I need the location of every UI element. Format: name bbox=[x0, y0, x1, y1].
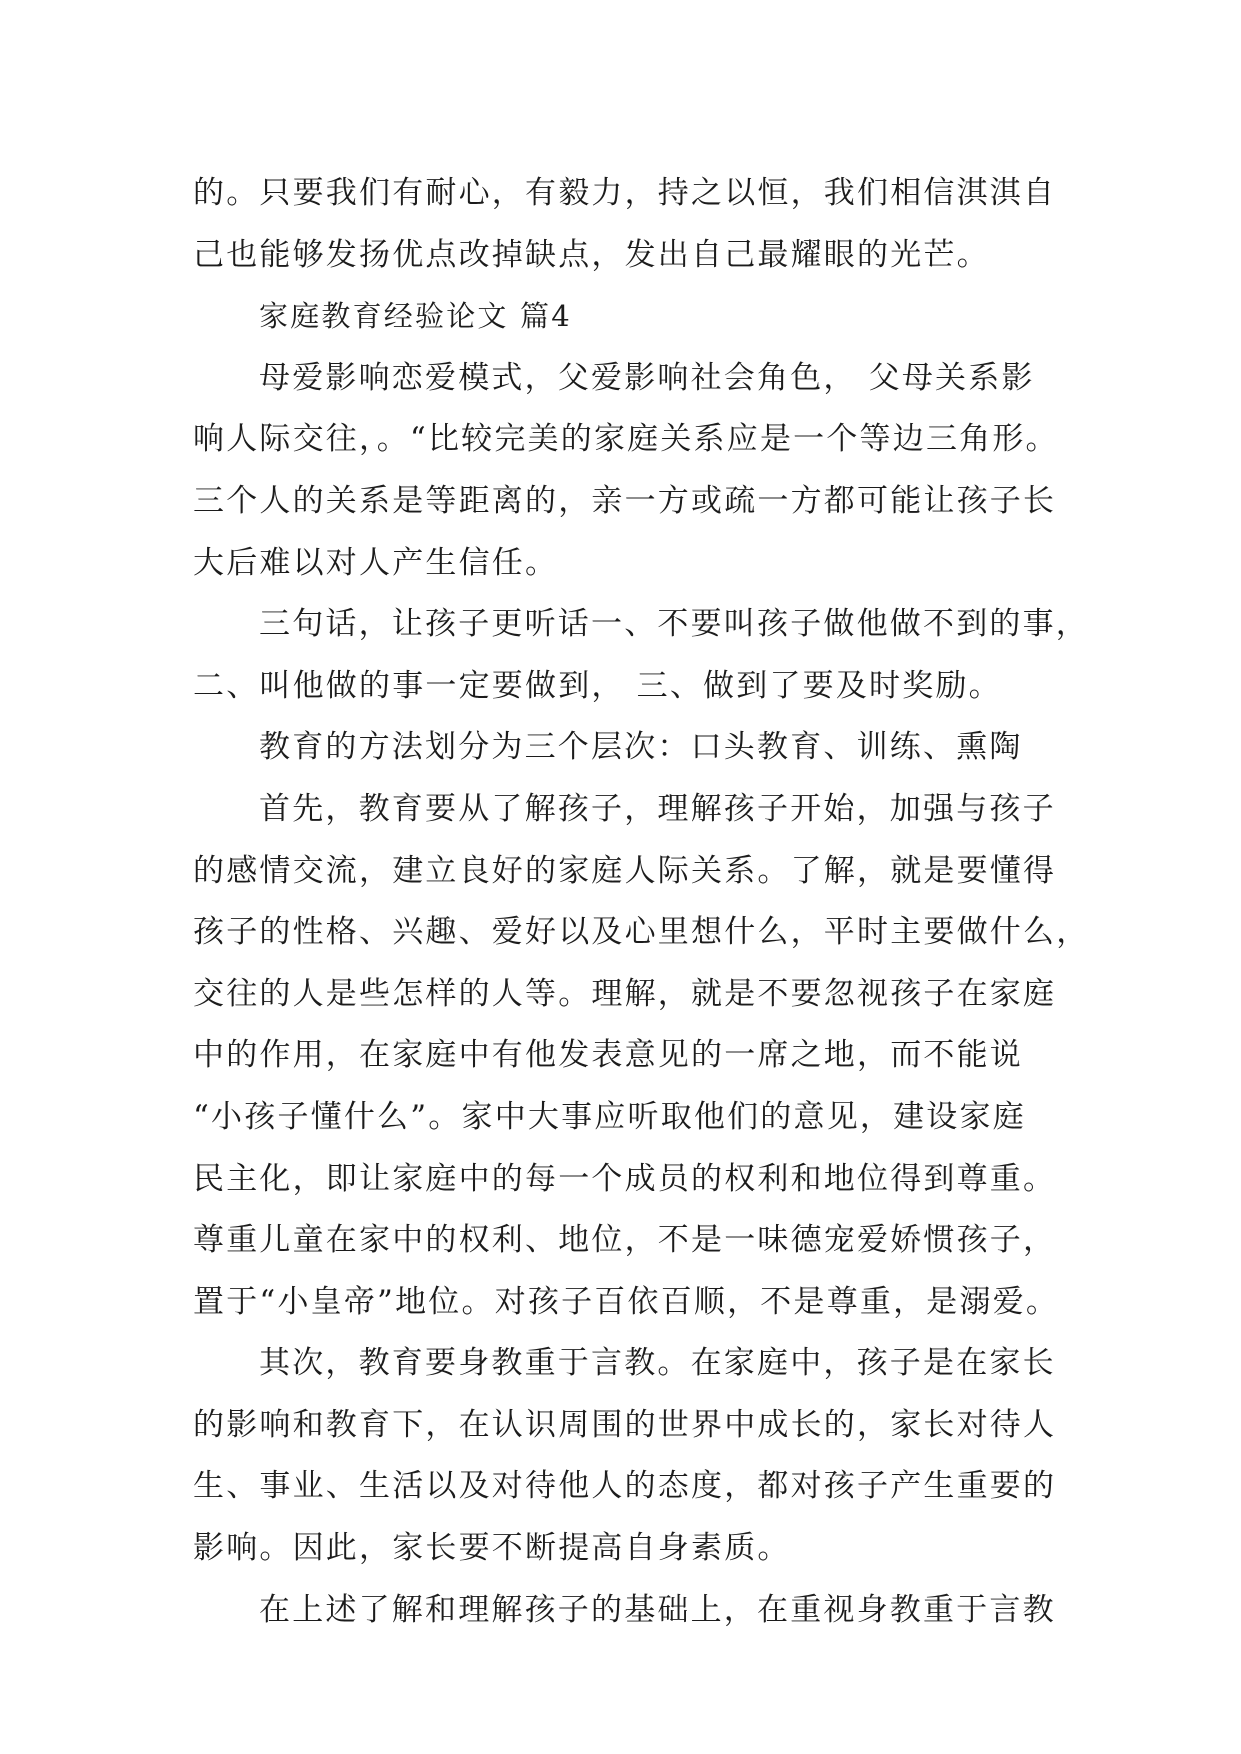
text-line: 尊重儿童在家中的权利、地位，不是一味德宠爱娇惯孩子， bbox=[193, 1222, 1057, 1259]
paragraph-start-line: 其次，教育要身教重于言教。在家庭中，孩子是在家长 bbox=[259, 1345, 1056, 1382]
paragraph-start-line: 母爱影响恋爱模式，父爱影响社会角色， 父母关系影 bbox=[259, 359, 1035, 396]
paragraph-start-line: 首先，教育要从了解孩子，理解孩子开始，加强与孩子 bbox=[259, 790, 1056, 827]
text-line: 民主化，即让家庭中的每一个成员的权利和地位得到尊重。 bbox=[193, 1160, 1057, 1197]
text-line: 孩子的性格、兴趣、爱好以及心里想什么，平时主要做什么， bbox=[193, 914, 1090, 951]
text-line: 生、事业、生活以及对待他人的态度，都对孩子产生重要的 bbox=[193, 1468, 1057, 1505]
paragraph-start-line: 三句话，让孩子更听话一、不要叫孩子做他做不到的事， bbox=[259, 606, 1089, 643]
text-line: 的影响和教育下，在认识周围的世界中成长的，家长对待人 bbox=[193, 1406, 1057, 1443]
text-line: 三个人的关系是等距离的，亲一方或疏一方都可能让孩子长 bbox=[193, 482, 1057, 519]
text-line: 的感情交流，建立良好的家庭人际关系。了解，就是要懂得 bbox=[193, 852, 1057, 889]
paragraph-start-line: 教育的方法划分为三个层次：口头教育、训练、熏陶 bbox=[259, 729, 1023, 766]
text-line: 大后难以对人产生信任。 bbox=[193, 544, 559, 581]
section-heading: 家庭教育经验论文 篇4 bbox=[259, 299, 572, 334]
text-line: 二、叫他做的事一定要做到， 三、做到了要及时奖励。 bbox=[193, 667, 1002, 704]
text-line: “小孩子懂什么”。家中大事应听取他们的意见，建设家庭 bbox=[193, 1098, 1026, 1135]
text-line: 的。只要我们有耐心，有毅力，持之以恒，我们相信淇淇自 bbox=[193, 175, 1057, 211]
text-line: 置于“小皇帝”地位。对孩子百依百顺，不是尊重，是溺爱。 bbox=[193, 1283, 1060, 1320]
text-line: 交往的人是些怎样的人等。理解，就是不要忽视孩子在家庭 bbox=[193, 975, 1057, 1012]
text-line: 中的作用，在家庭中有他发表意见的一席之地，而不能说 bbox=[193, 1037, 1023, 1074]
document-body bbox=[193, 163, 1090, 1641]
text-line: 己也能够发扬优点改掉缺点，发出自己最耀眼的光芒。 bbox=[193, 236, 990, 273]
text-line: 影响。因此，家长要不断提高自身素质。 bbox=[193, 1530, 791, 1567]
text-line: 响人际交往，。“比较完美的家庭关系应是一个等边三角形。 bbox=[193, 421, 1059, 458]
paragraph-start-line: 在上述了解和理解孩子的基础上，在重视身教重于言教 bbox=[259, 1591, 1056, 1628]
